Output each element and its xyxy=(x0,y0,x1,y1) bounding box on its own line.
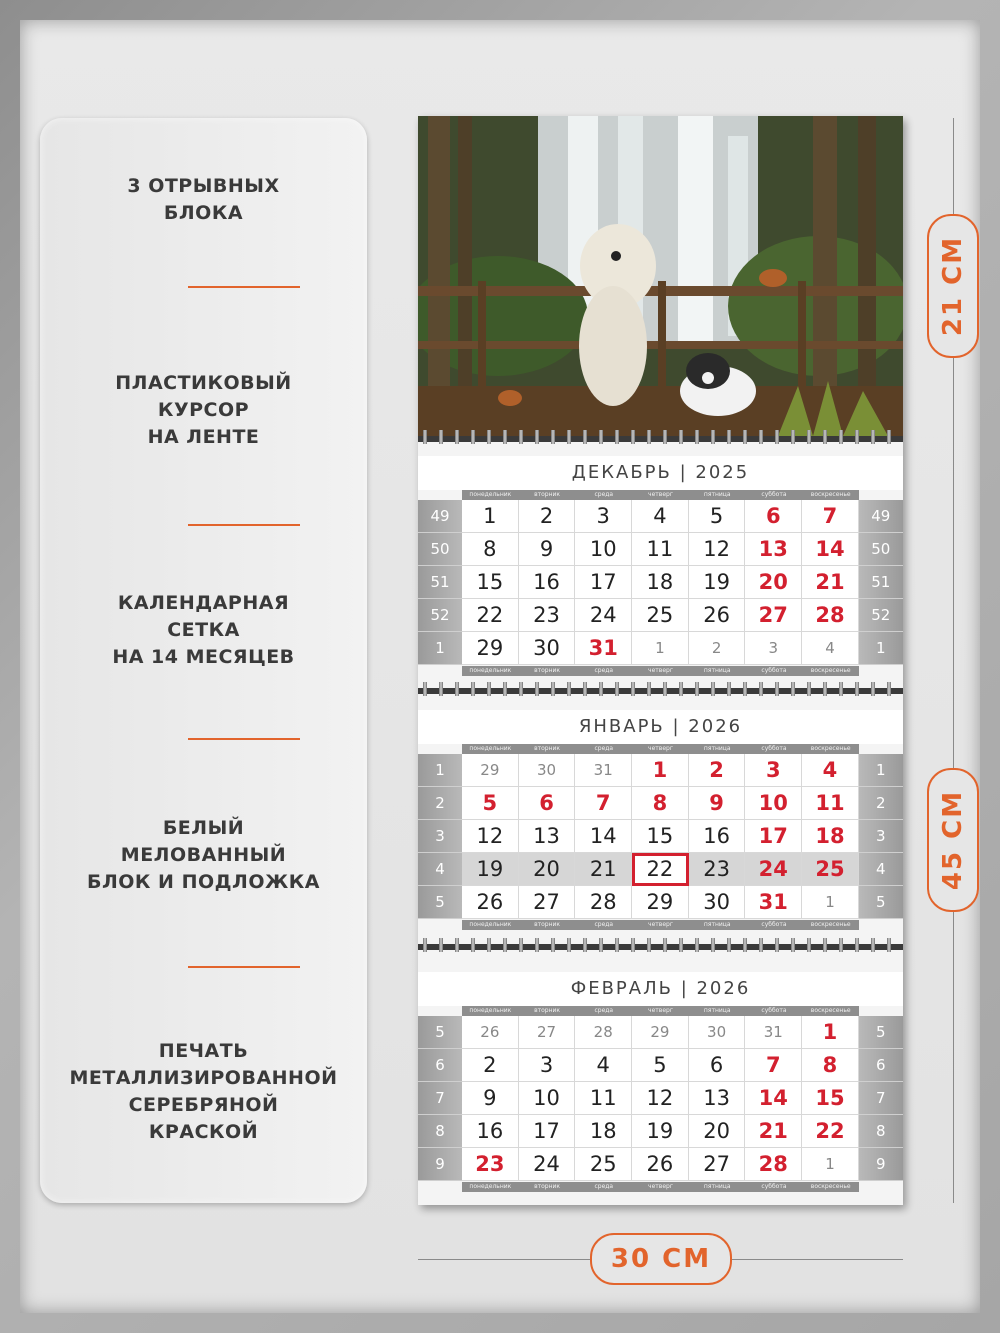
week-number: 1 xyxy=(859,754,903,787)
week-number: 6 xyxy=(859,1049,903,1082)
day-cell: 24 xyxy=(745,853,802,886)
month-title: ДЕКАБРЬ | 2025 xyxy=(418,456,903,490)
day-cell: 31 xyxy=(745,1016,802,1049)
week-number: 50 xyxy=(859,533,903,566)
weekday-label: среда xyxy=(594,921,614,928)
weekday-label: суббота xyxy=(761,1007,787,1014)
feature-divider xyxy=(188,286,300,288)
day-cell: 13 xyxy=(745,533,802,566)
day-cell: 2 xyxy=(462,1049,519,1082)
week-number: 49 xyxy=(859,500,903,533)
day-cell: 5 xyxy=(632,1049,689,1082)
weekday-footer xyxy=(462,666,859,676)
weekday-label: воскресенье xyxy=(810,745,851,752)
day-cell: 30 xyxy=(689,886,746,919)
weekday-label: понедельник xyxy=(469,491,512,498)
weekday-label: суббота xyxy=(761,745,787,752)
calendar-photo xyxy=(418,116,903,436)
day-cell: 27 xyxy=(689,1148,746,1181)
day-cell: 24 xyxy=(519,1148,576,1181)
day-cell: 19 xyxy=(462,853,519,886)
weekday-label: пятница xyxy=(703,1007,731,1014)
day-cell: 2 xyxy=(689,632,746,665)
day-cell: 17 xyxy=(575,566,632,599)
weekday-label: понедельник xyxy=(469,745,512,752)
week-row xyxy=(418,820,903,853)
day-cell: 28 xyxy=(745,1148,802,1181)
day-cell: 30 xyxy=(519,632,576,665)
week-row xyxy=(418,1082,903,1115)
day-cell: 27 xyxy=(745,599,802,632)
day-cell: 18 xyxy=(632,566,689,599)
weekday-label: воскресенье xyxy=(810,921,851,928)
total-height-text: 45 СМ xyxy=(938,789,968,891)
day-cell: 29 xyxy=(632,1016,689,1049)
day-cell: 27 xyxy=(519,1016,576,1049)
day-cell: 29 xyxy=(462,632,519,665)
weekday-label: суббота xyxy=(761,667,787,674)
day-cell: 20 xyxy=(745,566,802,599)
weekday-label: понедельник xyxy=(469,667,512,674)
weekday-label: вторник xyxy=(534,745,561,752)
week-number: 5 xyxy=(418,886,462,919)
day-cell: 14 xyxy=(745,1082,802,1115)
weekday-label: воскресенье xyxy=(810,1007,851,1014)
week-number: 8 xyxy=(418,1115,462,1148)
week-row xyxy=(418,500,903,533)
day-cell: 23 xyxy=(689,853,746,886)
day-cell: 2 xyxy=(519,500,576,533)
weekday-footer xyxy=(462,920,859,930)
day-cell: 1 xyxy=(632,754,689,787)
day-cell: 30 xyxy=(519,754,576,787)
day-cell: 10 xyxy=(745,787,802,820)
weekday-label: воскресенье xyxy=(810,667,851,674)
feature-calendar-grid: КАЛЕНДАРНАЯ СЕТКА НА 14 МЕСЯЦЕВ xyxy=(112,592,295,668)
day-cell: 25 xyxy=(632,599,689,632)
day-cell: 5 xyxy=(462,787,519,820)
day-cell: 21 xyxy=(575,853,632,886)
total-height-label xyxy=(927,768,979,912)
day-cell: 1 xyxy=(462,500,519,533)
month-grid xyxy=(418,754,903,919)
week-row xyxy=(418,533,903,566)
weekday-label: суббота xyxy=(761,921,787,928)
week-number: 6 xyxy=(418,1049,462,1082)
week-number: 2 xyxy=(859,787,903,820)
month-grid xyxy=(418,1016,903,1181)
day-cell: 23 xyxy=(462,1148,519,1181)
day-cell: 24 xyxy=(575,599,632,632)
week-row xyxy=(418,1016,903,1049)
week-row xyxy=(418,1115,903,1148)
weekday-footer xyxy=(462,1182,859,1192)
day-cell: 3 xyxy=(745,754,802,787)
week-row xyxy=(418,1148,903,1181)
day-cell: 6 xyxy=(745,500,802,533)
week-row xyxy=(418,632,903,665)
top-height-text: 21 СМ xyxy=(938,235,968,337)
week-number: 3 xyxy=(418,820,462,853)
week-number: 51 xyxy=(418,566,462,599)
day-cell: 11 xyxy=(632,533,689,566)
weekday-label: четверг xyxy=(648,667,673,674)
day-cell: 20 xyxy=(689,1115,746,1148)
day-cell: 21 xyxy=(802,566,859,599)
day-cell: 15 xyxy=(462,566,519,599)
week-number: 50 xyxy=(418,533,462,566)
feature-plastic-cursor: ПЛАСТИКОВЫЙ КУРСОР НА ЛЕНТЕ xyxy=(115,372,292,448)
day-cell: 27 xyxy=(519,886,576,919)
week-number: 51 xyxy=(859,566,903,599)
feature-divider xyxy=(188,524,300,526)
day-cell: 20 xyxy=(519,853,576,886)
day-cell: 28 xyxy=(802,599,859,632)
day-cell: 1 xyxy=(632,632,689,665)
day-cell: 30 xyxy=(689,1016,746,1049)
feature-divider xyxy=(188,738,300,740)
week-number: 3 xyxy=(859,820,903,853)
week-row xyxy=(418,886,903,919)
day-cell: 8 xyxy=(802,1049,859,1082)
current-date-cursor: 22 xyxy=(632,853,689,886)
week-row xyxy=(418,1049,903,1082)
day-cell: 13 xyxy=(689,1082,746,1115)
day-cell: 28 xyxy=(575,1016,632,1049)
day-cell: 5 xyxy=(689,500,746,533)
weekday-label: четверг xyxy=(648,1183,673,1190)
weekday-label: четверг xyxy=(648,745,673,752)
day-cell: 31 xyxy=(575,632,632,665)
weekday-label: четверг xyxy=(648,491,673,498)
day-cell: 15 xyxy=(802,1082,859,1115)
waterfall-dogs-image xyxy=(418,116,903,436)
weekday-label: среда xyxy=(594,745,614,752)
day-cell: 3 xyxy=(575,500,632,533)
features-panel xyxy=(40,118,367,1203)
week-number: 1 xyxy=(418,754,462,787)
week-number: 49 xyxy=(418,500,462,533)
day-cell: 1 xyxy=(802,1148,859,1181)
weekday-label: пятница xyxy=(703,667,731,674)
week-number: 2 xyxy=(418,787,462,820)
weekday-label: вторник xyxy=(534,1183,561,1190)
day-cell: 26 xyxy=(462,886,519,919)
day-cell: 26 xyxy=(462,1016,519,1049)
day-cell: 17 xyxy=(745,820,802,853)
week-number: 5 xyxy=(418,1016,462,1049)
day-cell: 7 xyxy=(745,1049,802,1082)
weekday-label: пятница xyxy=(703,921,731,928)
weekday-label: четверг xyxy=(648,1007,673,1014)
weekday-label: суббота xyxy=(761,1183,787,1190)
day-cell: 31 xyxy=(745,886,802,919)
weekday-label: понедельник xyxy=(469,921,512,928)
day-cell: 10 xyxy=(519,1082,576,1115)
weekday-label: пятница xyxy=(703,491,731,498)
day-cell: 8 xyxy=(462,533,519,566)
weekday-label: среда xyxy=(594,491,614,498)
top-height-label xyxy=(927,214,979,358)
day-cell: 18 xyxy=(802,820,859,853)
day-cell: 3 xyxy=(745,632,802,665)
day-cell: 14 xyxy=(575,820,632,853)
weekday-header xyxy=(462,1006,859,1016)
week-number: 4 xyxy=(859,853,903,886)
day-cell: 31 xyxy=(575,754,632,787)
day-cell: 12 xyxy=(689,533,746,566)
quarterly-calendar xyxy=(418,116,903,1205)
day-cell: 14 xyxy=(802,533,859,566)
weekday-label: четверг xyxy=(648,921,673,928)
week-number: 9 xyxy=(859,1148,903,1181)
day-cell: 16 xyxy=(462,1115,519,1148)
day-cell: 19 xyxy=(689,566,746,599)
weekday-label: понедельник xyxy=(469,1183,512,1190)
weekday-header xyxy=(462,744,859,754)
day-cell: 26 xyxy=(632,1148,689,1181)
weekday-label: пятница xyxy=(703,1183,731,1190)
day-cell: 11 xyxy=(575,1082,632,1115)
week-number: 7 xyxy=(859,1082,903,1115)
week-number: 52 xyxy=(859,599,903,632)
day-cell: 2 xyxy=(689,754,746,787)
day-cell: 4 xyxy=(632,500,689,533)
day-cell: 29 xyxy=(462,754,519,787)
feature-divider xyxy=(188,966,300,968)
day-cell: 22 xyxy=(462,599,519,632)
day-cell: 11 xyxy=(802,787,859,820)
day-cell: 1 xyxy=(802,1016,859,1049)
day-cell: 9 xyxy=(462,1082,519,1115)
day-cell: 22 xyxy=(802,1115,859,1148)
day-cell: 25 xyxy=(575,1148,632,1181)
day-cell: 16 xyxy=(519,566,576,599)
day-cell: 17 xyxy=(519,1115,576,1148)
wire-spiral xyxy=(418,430,903,444)
weekday-label: воскресенье xyxy=(810,1183,851,1190)
day-cell: 4 xyxy=(802,754,859,787)
weekday-label: вторник xyxy=(534,667,561,674)
week-row xyxy=(418,853,903,886)
day-cell: 26 xyxy=(689,599,746,632)
week-number: 5 xyxy=(859,886,903,919)
wire-spiral xyxy=(418,938,903,952)
day-cell: 12 xyxy=(632,1082,689,1115)
width-text: 30 СМ xyxy=(610,1244,712,1274)
day-cell: 1 xyxy=(802,886,859,919)
day-cell: 21 xyxy=(745,1115,802,1148)
day-cell: 9 xyxy=(519,533,576,566)
day-cell: 12 xyxy=(462,820,519,853)
week-row xyxy=(418,566,903,599)
day-cell: 7 xyxy=(575,787,632,820)
week-number: 9 xyxy=(418,1148,462,1181)
week-number: 4 xyxy=(418,853,462,886)
day-cell: 7 xyxy=(802,500,859,533)
day-cell: 3 xyxy=(519,1049,576,1082)
day-cell: 4 xyxy=(802,632,859,665)
day-cell: 16 xyxy=(689,820,746,853)
day-cell: 23 xyxy=(519,599,576,632)
day-cell: 29 xyxy=(632,886,689,919)
month-grid xyxy=(418,500,903,665)
week-number: 1 xyxy=(418,632,462,665)
weekday-label: среда xyxy=(594,667,614,674)
day-cell: 4 xyxy=(575,1049,632,1082)
day-cell: 6 xyxy=(519,787,576,820)
width-label xyxy=(590,1233,732,1285)
week-row xyxy=(418,754,903,787)
day-cell: 13 xyxy=(519,820,576,853)
weekday-label: среда xyxy=(594,1183,614,1190)
weekday-label: суббота xyxy=(761,491,787,498)
day-cell: 25 xyxy=(802,853,859,886)
week-number: 1 xyxy=(859,632,903,665)
weekday-label: вторник xyxy=(534,491,561,498)
feature-tear-off-blocks: 3 ОТРЫВНЫХ БЛОКА xyxy=(127,175,280,224)
day-cell: 28 xyxy=(575,886,632,919)
week-number: 5 xyxy=(859,1016,903,1049)
week-number: 52 xyxy=(418,599,462,632)
wire-spiral xyxy=(418,682,903,696)
day-cell: 10 xyxy=(575,533,632,566)
month-title: ЯНВАРЬ | 2026 xyxy=(418,710,903,744)
day-cell: 9 xyxy=(689,787,746,820)
feature-white-coated-block: БЕЛЫЙ МЕЛОВАННЫЙ БЛОК И ПОДЛОЖКА xyxy=(87,817,320,893)
feature-metallic-print: ПЕЧАТЬ МЕТАЛЛИЗИРОВАННОЙ СЕРЕБРЯНОЙ КРАСКОЙ xyxy=(69,1040,338,1143)
day-cell: 18 xyxy=(575,1115,632,1148)
week-row xyxy=(418,787,903,820)
week-number: 8 xyxy=(859,1115,903,1148)
weekday-label: вторник xyxy=(534,921,561,928)
day-cell: 19 xyxy=(632,1115,689,1148)
weekday-label: вторник xyxy=(534,1007,561,1014)
day-cell: 15 xyxy=(632,820,689,853)
day-cell: 6 xyxy=(689,1049,746,1082)
weekday-label: среда xyxy=(594,1007,614,1014)
day-cell: 8 xyxy=(632,787,689,820)
weekday-label: пятница xyxy=(703,745,731,752)
week-row xyxy=(418,599,903,632)
week-number: 7 xyxy=(418,1082,462,1115)
weekday-header xyxy=(462,490,859,500)
month-title: ФЕВРАЛЬ | 2026 xyxy=(418,972,903,1006)
weekday-label: воскресенье xyxy=(810,491,851,498)
weekday-label: понедельник xyxy=(469,1007,512,1014)
